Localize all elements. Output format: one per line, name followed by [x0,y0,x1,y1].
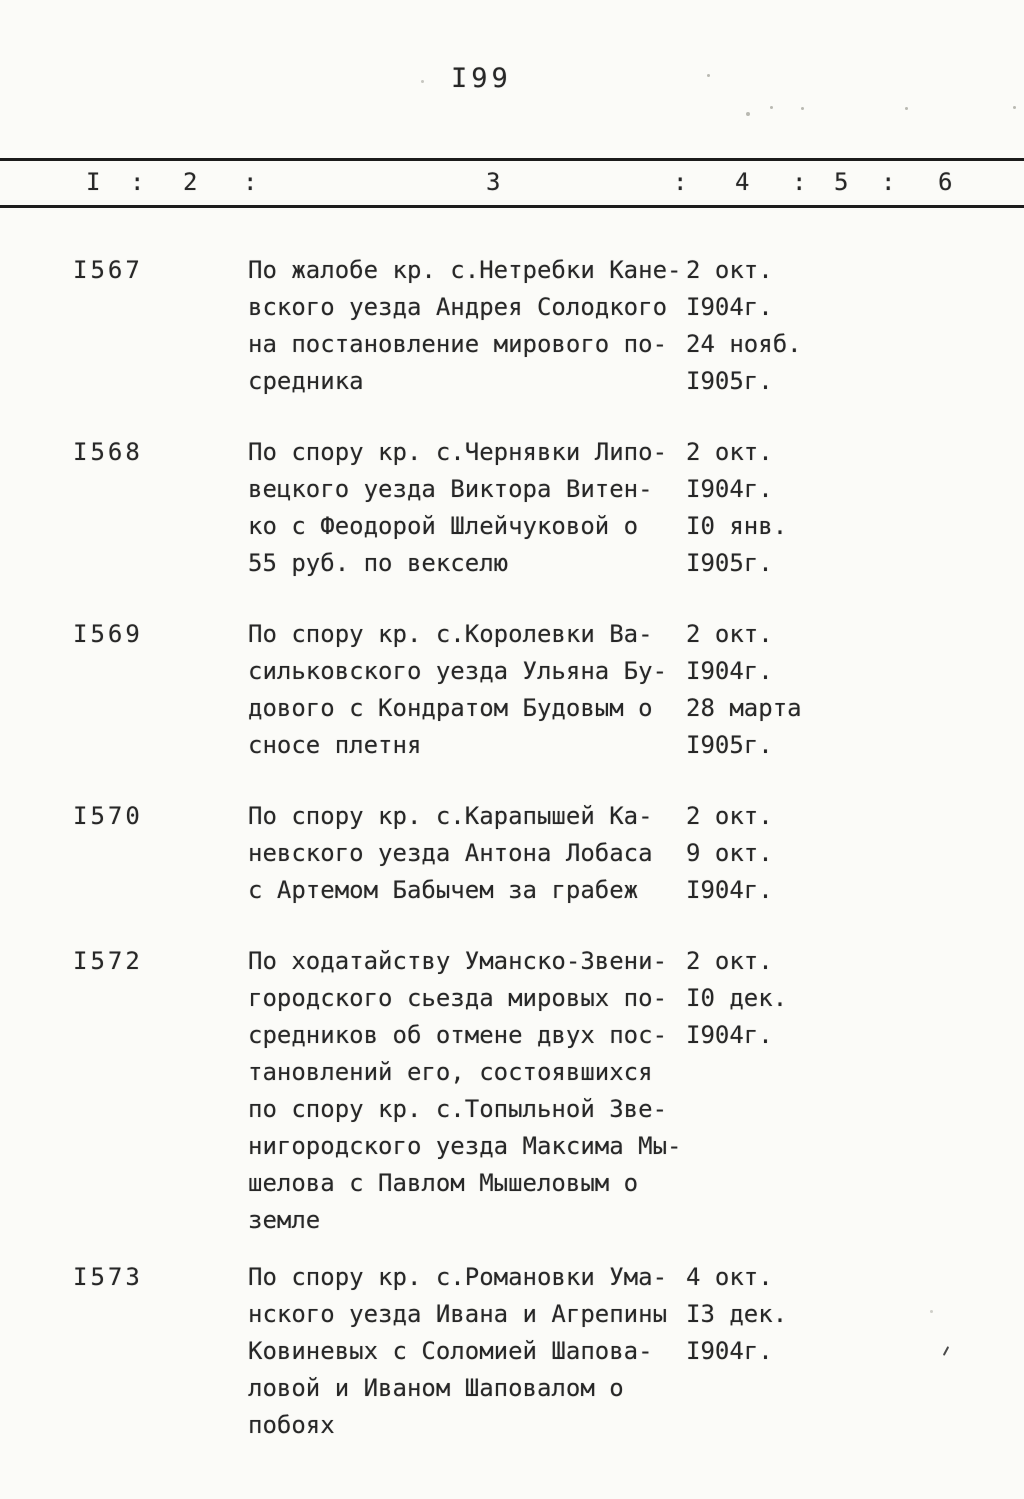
column-separator: : [792,168,807,196]
entry-number: I572 [73,947,143,975]
entry-description [248,1259,686,1444]
description-line: с Артемом Бабычем за грабеж [248,876,639,904]
description-line: тановлений его, состоявшихся [248,1058,653,1086]
column-header-6: 6 [938,168,953,196]
register-entry [0,943,1024,1239]
paper-speck [801,107,804,110]
date-line: 2 окт. [686,802,773,830]
description-line: по спору кр. с.Топыльной Зве- [248,1095,668,1123]
description-line: ловой и Иваном Шаповалом о [248,1374,624,1402]
register-entry [0,434,1024,582]
entry-dates [686,943,1024,1239]
column-header-1: I [86,168,101,196]
description-line: вского уезда Андрея Солодкого [248,293,668,321]
column-header-2: 2 [183,168,198,196]
description-line: ко с Феодорой Шлейчуковой о [248,512,639,540]
entry-dates [686,798,1024,909]
header-top-rule [0,158,1024,161]
header-bottom-rule [0,205,1024,208]
column-header-4: 4 [735,168,750,196]
date-line: 2 окт. [686,620,773,648]
description-line: сильковского уезда Ульяна Бу- [248,657,668,685]
description-line: земле [248,1206,321,1234]
entry-dates [686,252,1024,400]
paper-speck [707,74,710,77]
entry-number: I568 [73,438,143,466]
date-line: 4 окт. [686,1263,773,1291]
description-line: Ковиневых с Соломией Шапова- [248,1337,653,1365]
description-line: По спору кр. с.Романовки Ума- [248,1263,668,1291]
entry-description [248,616,686,764]
date-line: I904г. [686,1337,773,1365]
description-line: По спору кр. с.Королевки Ва- [248,620,653,648]
description-line: шелова с Павлом Мышеловым о [248,1169,639,1197]
paper-speck [421,80,424,83]
column-separator: : [673,168,688,196]
paper-speck [770,106,773,109]
column-header-3: 3 [486,168,501,196]
description-line: дового с Кондратом Будовым о [248,694,653,722]
paper-speck [905,107,908,110]
entry-description [248,434,686,582]
paper-speck [1013,106,1016,109]
date-line: 2 окт. [686,256,773,284]
description-line: По спору кр. с.Карапышей Ка- [248,802,653,830]
entry-number: I567 [73,256,143,284]
description-line: По ходатайству Уманско-Звени- [248,947,668,975]
date-line: 24 нояб. [686,330,802,358]
column-header-5: 5 [834,168,849,196]
description-line: сносе плетня [248,731,422,759]
date-line: I3 дек. [686,1300,788,1328]
date-line: I904г. [686,657,773,685]
description-line: городского сьезда мировых по- [248,984,668,1012]
entry-dates [686,1259,1024,1444]
date-line: I905г. [686,549,773,577]
register-entry [0,1259,1024,1444]
description-line: По жалобе кр. с.Нетребки Кане- [248,256,682,284]
entry-description [248,798,686,909]
register-entries [0,252,1024,1478]
entry-dates [686,616,1024,764]
date-line: I904г. [686,876,773,904]
description-line: средника [248,367,364,395]
description-line: нского уезда Ивана и Агрепины [248,1300,668,1328]
paper-speck [746,112,750,116]
description-line: средников об отмене двух пос- [248,1021,668,1049]
column-separator: : [881,168,896,196]
description-line: вецкого уезда Виктора Витен- [248,475,653,503]
entry-number: I573 [73,1263,143,1291]
register-entry [0,798,1024,909]
date-line: I0 янв. [686,512,788,540]
date-line: I905г. [686,367,773,395]
date-line: I0 дек. [686,984,788,1012]
description-line: нигородского уезда Максима Мы- [248,1132,682,1160]
column-separator: : [243,168,258,196]
date-line: 28 марта [686,694,802,722]
entry-number: I570 [73,802,143,830]
date-line: I904г. [686,1021,773,1049]
register-entry [0,616,1024,764]
date-line: 9 окт. [686,839,773,867]
entry-description [248,943,686,1239]
register-entry [0,252,1024,400]
description-line: побоях [248,1411,335,1439]
date-line: 2 окт. [686,438,773,466]
page-number: I99 [451,63,512,94]
date-line: I904г. [686,293,773,321]
paper-speck [930,1310,933,1313]
description-line: По спору кр. с.Чернявки Липо- [248,438,668,466]
description-line: невского уезда Антона Лобаса [248,839,653,867]
date-line: I905г. [686,731,773,759]
description-line: на постановление мирового по- [248,330,668,358]
table-header [0,158,1024,208]
entry-number: I569 [73,620,143,648]
column-separator: : [130,168,145,196]
date-line: 2 окт. [686,947,773,975]
date-line: I904г. [686,475,773,503]
description-line: 55 руб. по векселю [248,549,509,577]
entry-description [248,252,686,400]
entry-dates [686,434,1024,582]
